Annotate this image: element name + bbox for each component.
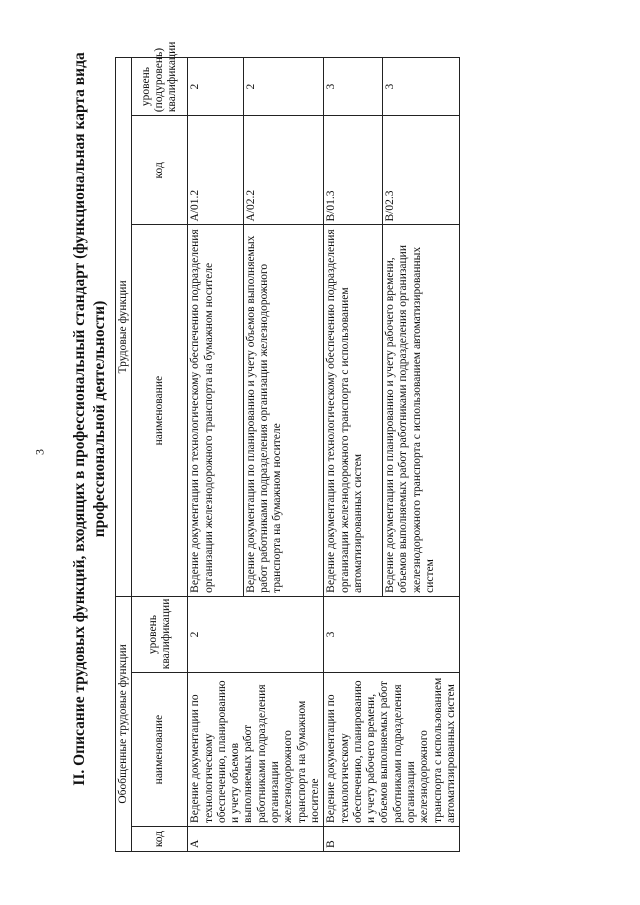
functional-map-table [115,41,460,852]
header-level: уровень квалификации [132,596,188,672]
tf-level-cell: 2 [243,58,323,116]
tf-code-cell: А/01.2 [188,116,244,225]
table-row [188,58,244,852]
tf-code-cell: А/02.2 [243,116,323,225]
gtf-name-cell: Ведение документации по технологическому обеспечению, планированию и учету объемов выполняемых работ работниками подразделения организации железнодорожного транспорта на бумажном носителе [188,673,324,827]
tf-name-cell: Ведение документации по технологическому обеспечению подразделения организации железнодорожного транспорта на бумажном носителе [188,225,244,596]
header-generalized-functions: Обобщенные трудовые функции [116,596,132,851]
tf-level-cell: 3 [383,58,460,116]
table-column-header-row [132,58,188,852]
gtf-code-cell: В [324,826,460,851]
gtf-level-cell: 2 [188,596,324,672]
tf-name-cell: Ведение документации по планированию и учету рабочего времени, объемов выполняемых работ работниками подразделения организации железнодорожного транспорта с использованием автоматизированных систем [383,225,460,596]
tf-level-cell: 2 [188,58,244,116]
gtf-code-cell: А [188,826,324,851]
tf-name-cell: Ведение документации по технологическому обеспечению подразделения организации железнодорожного транспорта с использованием автоматизированных систем [324,225,383,596]
header-labor-functions: Трудовые функции [116,58,132,597]
header-tf-code: код [132,116,188,225]
tf-code-cell: В/02.3 [383,116,460,225]
gtf-level-cell: 3 [324,596,460,672]
section-title-line-1: II. Описание трудовых функций, входящих в профессиональный стандарт (функциональная карта вида [71,52,88,786]
header-code: код [132,826,188,851]
header-tf-level: уровень (подуровень) квалификации [132,58,188,116]
section-title-line-2: профессиональной деятельности) [91,300,108,538]
page-number: 3 [32,449,47,455]
header-tf-name: наименование [132,225,188,596]
tf-code-cell: В/01.3 [324,116,383,225]
header-name: наименование [132,673,188,827]
table-row [324,58,383,852]
tf-name-cell: Ведение документации по планированию и учету объемов выполняемых работ работниками подразделения организации железнодорожного транспорта на бумажном носителе [243,225,323,596]
gtf-name-cell: Ведение документации по технологическому обеспечению, планированию и учету рабочего времени, объемов выполняемых работ работниками подразделения организации железнодорожного транспорта с использованием автоматизированных систем [324,673,460,827]
tf-level-cell: 3 [324,58,383,116]
table-group-header-row [116,58,132,852]
